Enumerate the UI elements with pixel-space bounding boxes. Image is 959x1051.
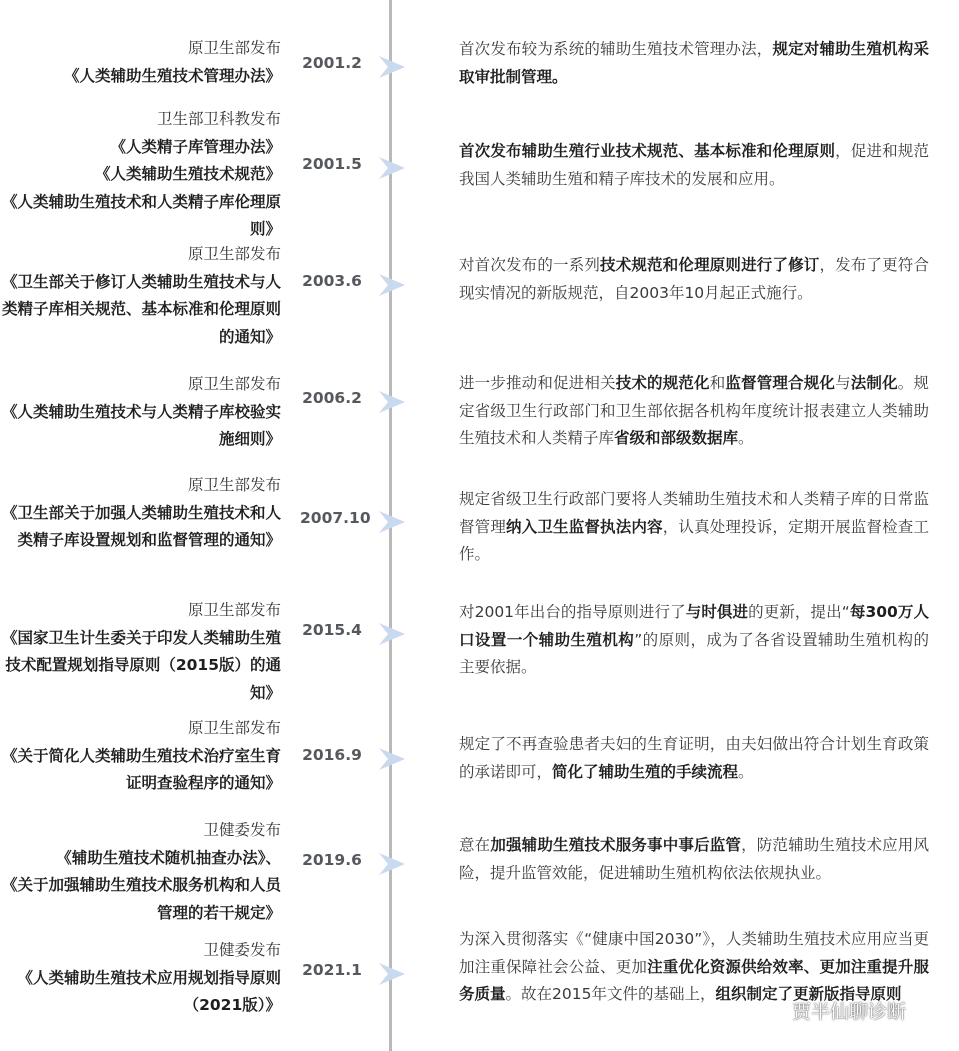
event-description bbox=[459, 486, 929, 569]
description-text: 。 bbox=[738, 429, 754, 447]
description-text: 。 bbox=[738, 762, 754, 781]
document-title: 《人类辅助生殖技术和人类精子库伦理原则》 bbox=[1, 192, 281, 238]
description-text: ”的原则，成为了各省设置辅助生殖机构的主要依据。 bbox=[459, 630, 929, 676]
description-highlight: 组织制定了更新版指导原则 bbox=[715, 985, 902, 1003]
timeline-arrow-icon bbox=[377, 157, 407, 179]
timeline-arrow-icon bbox=[377, 391, 407, 413]
description-text: 首次发布较为系统的辅助生殖技术管理办法， bbox=[459, 40, 773, 58]
timeline-date: 2001.5 bbox=[302, 155, 362, 173]
description-text: ，促进和规范我国人类辅助生殖和精子库技术的发展和应用。 bbox=[459, 142, 929, 188]
issuer-block bbox=[0, 715, 281, 798]
document-title: 《卫生部关于加强人类辅助生殖技术和人类精子库设置规划和监督管理的通知》 bbox=[1, 503, 281, 549]
description-highlight: 规定对辅助生殖机构采取审批制管理。 bbox=[459, 40, 929, 86]
description-text: 意在 bbox=[459, 836, 491, 854]
description-text: 规定了不再查验患者夫妇的生育证明，由夫妇做出符合计划生育政策的承诺即可， bbox=[459, 735, 929, 781]
description-text: 对首次发布的一系列 bbox=[459, 256, 601, 274]
watermark bbox=[760, 997, 906, 1023]
description-highlight: 技术的规范化 bbox=[615, 374, 710, 392]
description-highlight: 纳入卫生监督执法内容 bbox=[506, 517, 663, 536]
description-text: 规定省级卫生行政部门要将人类辅助生殖技术和人类精子库的日常监督管理 bbox=[459, 490, 929, 536]
issuer-block bbox=[0, 597, 281, 707]
issuer-block bbox=[0, 106, 281, 244]
document-title: 《辅助生殖技术随机抽查办法》、 bbox=[56, 848, 281, 867]
timeline-date: 2016.9 bbox=[302, 746, 362, 764]
timeline-arrow-icon bbox=[377, 623, 407, 645]
issuer-name: 原卫生部发布 bbox=[187, 375, 281, 393]
description-highlight: 每300万人口设置一个辅助生殖机构 bbox=[459, 603, 929, 649]
description-text: 的更新，提出“ bbox=[748, 603, 850, 621]
timeline-date: 2015.4 bbox=[302, 621, 362, 639]
issuer-name: 卫健委发布 bbox=[203, 941, 281, 959]
timeline-arrow-icon bbox=[377, 274, 407, 296]
issuer-name: 原卫生部发布 bbox=[187, 601, 281, 619]
document-title: 《卫生部关于修订人类辅助生殖技术与人类精子库相关规范、基本标准和伦理原则的通知》 bbox=[1, 272, 281, 346]
event-description bbox=[459, 832, 929, 887]
document-title: 《关于加强辅助生殖技术服务机构和人员管理的若干规定》 bbox=[1, 876, 281, 922]
description-text: ，防范辅助生殖技术应用风险，提升监管效能，促进辅助生殖机构依法依规执业。 bbox=[459, 836, 929, 882]
description-text: 和 bbox=[709, 374, 726, 392]
document-title: 《人类辅助生殖技术管理办法》 bbox=[63, 66, 281, 85]
description-text: 对2001年出台的指导原则进行了 bbox=[459, 603, 686, 621]
description-highlight: 技术规范和伦理原则进行了修订 bbox=[600, 256, 820, 274]
description-text: 进一步推动和促进相关 bbox=[459, 374, 616, 392]
timeline-arrow-icon bbox=[377, 748, 407, 770]
document-title: 《人类精子库管理办法》 bbox=[110, 137, 281, 156]
event-description bbox=[459, 599, 929, 682]
issuer-block bbox=[0, 371, 281, 454]
wechat-icon bbox=[760, 999, 786, 1021]
event-description bbox=[459, 370, 929, 453]
issuer-block bbox=[0, 35, 281, 90]
description-text: 。规定省级卫生行政部门和卫生部依据各机构年度统计报表建立人类辅助生殖技术和人类精子库 bbox=[459, 374, 929, 447]
issuer-block bbox=[0, 241, 281, 351]
document-title: 《人类辅助生殖技术应用规划指导原则（2021版）》 bbox=[17, 968, 281, 1014]
description-highlight: 首次发布辅助生殖行业技术规范、基本标准和伦理原则 bbox=[459, 142, 836, 160]
description-highlight: 法制化 bbox=[850, 374, 898, 392]
watermark-text: 贾半仙聊诊断 bbox=[792, 1000, 907, 1023]
issuer-block bbox=[0, 472, 281, 555]
timeline-arrow-icon bbox=[377, 56, 407, 78]
issuer-block bbox=[0, 817, 281, 927]
issuer-name: 卫生部卫科教发布 bbox=[156, 110, 281, 128]
issuer-name: 原卫生部发布 bbox=[187, 39, 281, 57]
description-text: 。故在2015年文件的基础上， bbox=[505, 985, 716, 1003]
description-highlight: 注重优化资源供给效率、更加注重提升服务质量 bbox=[459, 957, 929, 1003]
timeline-date: 2007.10 bbox=[300, 509, 371, 527]
issuer-name: 卫健委发布 bbox=[203, 821, 281, 839]
issuer-name: 原卫生部发布 bbox=[187, 476, 281, 494]
timeline-date: 2019.6 bbox=[302, 851, 362, 869]
event-description bbox=[459, 731, 929, 786]
timeline-arrow-icon bbox=[377, 963, 407, 985]
issuer-name: 原卫生部发布 bbox=[187, 719, 281, 737]
document-title: 《人类辅助生殖技术与人类精子库校验实施细则》 bbox=[1, 402, 281, 448]
description-text: 与 bbox=[835, 374, 851, 392]
event-description bbox=[459, 36, 929, 91]
timeline-date: 2006.2 bbox=[302, 389, 362, 407]
document-title: 《人类辅助生殖技术规范》 bbox=[94, 165, 281, 183]
description-highlight: 省级和部级数据库 bbox=[614, 429, 739, 447]
timeline-arrow-icon bbox=[377, 511, 407, 533]
description-highlight: 与时俱进 bbox=[685, 603, 749, 621]
event-description bbox=[459, 252, 929, 307]
issuer-block bbox=[0, 937, 281, 1020]
event-description bbox=[459, 138, 929, 193]
timeline-date: 2003.6 bbox=[302, 272, 362, 290]
issuer-name: 原卫生部发布 bbox=[187, 245, 281, 263]
document-title: 《国家卫生计生委关于印发人类辅助生殖技术配置规划指导原则（2015版）的通知》 bbox=[1, 628, 281, 702]
description-highlight: 简化了辅助生殖的手续流程 bbox=[552, 762, 739, 781]
description-text: 为深入贯彻落实《“健康中国2030”》，人类辅助生殖技术应用应当更加注重保障社会公益、更加 bbox=[459, 930, 929, 976]
timeline-date: 2021.1 bbox=[302, 961, 362, 979]
description-highlight: 监督管理合规化 bbox=[725, 374, 836, 392]
description-text: ，认真处理投诉，定期开展监督检查工作。 bbox=[459, 517, 929, 563]
timeline-arrow-icon bbox=[377, 853, 407, 875]
timeline-date: 2001.2 bbox=[302, 54, 362, 72]
description-text: ，发布了更符合现实情况的新版规范，自2003年10月起正式施行。 bbox=[459, 256, 929, 302]
document-title: 《关于简化人类辅助生殖技术治疗室生育证明查验程序的通知》 bbox=[1, 746, 281, 792]
description-highlight: 加强辅助生殖技术服务事中事后监管 bbox=[490, 836, 742, 854]
